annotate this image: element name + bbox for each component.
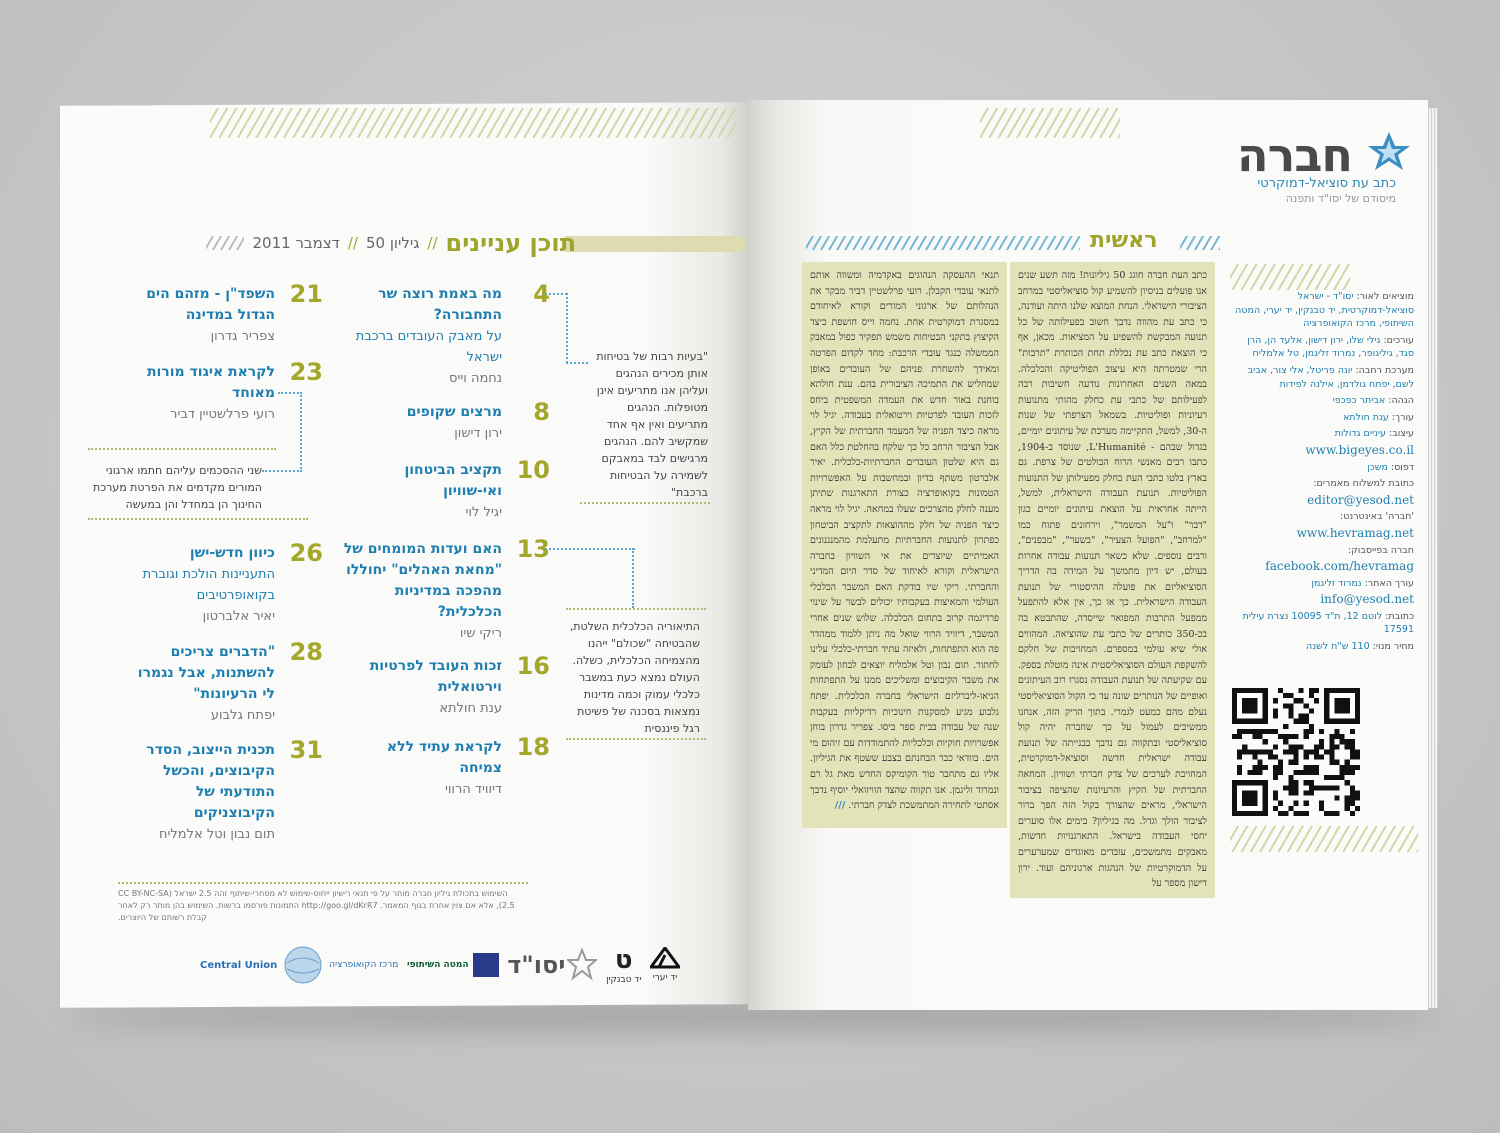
- entry-title[interactable]: לקראת איגוד מורות מאוחד: [146, 364, 275, 401]
- entry-author: ירון דישון: [454, 426, 502, 441]
- credit-value: לוטם 12, ת"ד 10095 נצרת עילית 17591: [1242, 610, 1414, 636]
- credit-row: [1232, 577, 1414, 591]
- toc-entry[interactable]: [125, 736, 323, 845]
- toc-entry[interactable]: [342, 535, 550, 644]
- credit-label: הגהה:: [1388, 395, 1414, 407]
- masthead-subtitle: כתב עת סוציאל-דמוקרטי: [1257, 176, 1396, 191]
- page-number: 10: [516, 456, 550, 484]
- connector-line: [566, 293, 568, 363]
- entry-subtitle: על מאבק העובדים ברכבת ישראל: [355, 329, 502, 365]
- entry-author: יאיר אלברטון: [202, 609, 275, 624]
- page-number: 26: [289, 539, 323, 567]
- editorial-column-a: כתב העת חברה חוגג 50 גיליונות! מזה תשע שנים אנו פועלים בניסיון להשמיע קול סוציאליסטי במרחב הציבורי הישראלי. הנחת המוצא שלנו היתה ועודנה, כי כתב עת מהווה נדבך חשוב בפעילותה של כל תנועה המבקשת להשפיע על המציאות. מכאן, אף כי הוצאת כתב עת נכללת תחת הכותרת "תרבות" הרי שמטרתה היא עיצוב הפוליטיקה והכלכלה. במאה השנים האחרונות נודעה חשיבות רבה לפעילותם של כתבי עת כחלק מהותי מתנועות רעיוניות ופוליטיות. בשמאל הצרפתי של שנות ה-30, למשל, התקיימה מערכת של עיתונים יומיים, בגדול שבהם - L'Humanité, שנוסד ב-1904, כתבו רבים מאנשי הרוח הבולטים של צרפת. גם בארץ בלטו כתבי העת כחלק מפעילותן של התנועות הפוליטיות. תנועת העבודה הישראלית, למשל, הייתה אחראית על הוצאת עיתונים יומיים כגון "דבר" ו"על המשמר", וירחונים פתוח כמו "למרחב", "הפועל הצעיר", "בשער", "מבפנים", ורבים נוספים. שלא כשאר תנועות עבודה אחרות בעולם, יש דיון מתמשך על המידה בה הדריך הסוציאליזם את פועלה ההיסטורי של תנועת העבודה הישראלית. כך או כך, אין אלא להתפעל ממפעל התרבות המפואר שייסדה, שהתבטא בה בכ-350 כותרים של כתבי עת שהוציאה. המהווים אולי שיא עולמי במספרם. המחויבות של חלקם להשקפת העולם הסוציאליסטית אינה מוטלת בספק. עם שקיעתה של תנועת העבודה נסגרו רוב העיתונים ואופיים של הנותרים שונה עד כי הקול הסוציאליסטי נעלם מהם כמעט לגמרי. בתוך הריק הזה, אנחנו ממשיכים לעמול על כך שחברה יהיה קול סוציאליסטי ובתקווה גם נדבך בבנייתה של תנועת עבודה ישראלית חדשה וסוציאל-דמוקרטית, המחויבת לערכים של צדק חברתי ושוויון. המחאה החברתית של הקיץ והרעיונות שהציפה בציבור הישראלי, מראים שהצורך בקול הזה הפך ברור לציבור הולך וגדל. מה בגיליון? בימים אלו סוערים יחסי העבודה בישראל. התארגנויות חדשות, מאבקים מתמשכים, עובדים מאוגדים שמערערים על הדמוקרטיות של הנהגות ארגוניהם ועוד. ירון דישון מספר על: [1010, 262, 1215, 898]
- page-number: 4: [533, 280, 550, 308]
- toc-entry[interactable]: [342, 733, 550, 800]
- entry-title[interactable]: לקראת עתיד ללא צמיחה: [386, 739, 502, 776]
- hamate-logo: המטה השיתופי: [407, 953, 499, 977]
- toc-entry[interactable]: [342, 398, 550, 444]
- masthead-title: חברה: [1237, 128, 1352, 182]
- credit-link[interactable]: editor@yesod.net: [1307, 492, 1414, 507]
- entry-author: יגיל לוי: [465, 505, 502, 520]
- section-hatch: [806, 236, 1080, 250]
- entry-author: ענת חולתא: [439, 701, 502, 716]
- central-union-logo: Central Union מרכז הקואופרציה: [200, 945, 398, 985]
- credit-value: משכן: [1367, 461, 1388, 473]
- top-hatch-left: [210, 108, 736, 138]
- credit-row: [1232, 510, 1414, 524]
- entry-author: דיוויד הרווי: [444, 782, 502, 797]
- credit-row: [1232, 640, 1414, 654]
- credit-row: [1232, 494, 1414, 508]
- page-number: 13: [516, 535, 550, 563]
- credits-list: [1232, 290, 1414, 657]
- license-note: השימוש בתכולת גיליון חברה מותר על פי תנאי רישיון ייחוס-שימוש לא מסחרי-שיתוף זהה 2.5 ישראל (CC BY-NC-SA 2.5), אלא אם צוין אחרת בגוף המאמר. http://goo.gl/dKrR7 התמונות פורסמו ברשות. השימוש בהן מותר רק לאחר קבלת רשותם של היוצרים.: [118, 889, 515, 922]
- connector-line: [262, 470, 302, 472]
- toc-entry[interactable]: [125, 638, 323, 726]
- page-number: 8: [533, 398, 550, 426]
- toc-entry[interactable]: [342, 456, 550, 523]
- credit-label: מוציאים לאור:: [1356, 291, 1414, 302]
- star-icon: [567, 948, 597, 982]
- credit-link[interactable]: www.bigeyes.co.il: [1305, 442, 1414, 457]
- credit-label: מחיר מנוי:: [1372, 641, 1414, 653]
- entry-subtitle: התעניינות הולכת וגוברת בקואופרטיבים: [142, 567, 275, 603]
- connector-line: [300, 392, 302, 472]
- credit-label: עורך האתר:: [1364, 577, 1414, 589]
- issue-label: גיליון 50: [365, 234, 420, 252]
- entry-title[interactable]: זכות העובד לפרטיות וירטואלית: [369, 658, 502, 695]
- yad-yaari-logo: יד יערי: [650, 947, 680, 983]
- entry-author: רועי פרלשטיין דביר: [170, 407, 275, 422]
- credit-link[interactable]: www.hevramag.net: [1296, 525, 1414, 540]
- credit-label: חברה בפייסבוק:: [1347, 544, 1414, 556]
- credit-value: אביתר כפכפי: [1332, 395, 1386, 407]
- toc-entry[interactable]: [125, 358, 323, 425]
- toc-entry[interactable]: [125, 539, 323, 627]
- credit-row: [1232, 334, 1414, 361]
- credit-row: [1232, 477, 1414, 491]
- hatch-credits-bottom: [1230, 826, 1418, 852]
- page-number: 21: [289, 280, 323, 308]
- connector-line: [566, 738, 706, 740]
- toc-entry[interactable]: [342, 280, 550, 389]
- entry-title[interactable]: "הדברים צריכים להשתנות, אבל נגמרו לי הרעיונות": [137, 644, 275, 702]
- connector-line: [580, 502, 710, 504]
- quote-3: התיאוריה הכלכלית השלטת, שהבטיחה "שכולם" ייהנו מהצמיחה הכלכלית, כשלה. העולם נמצא כעת במשבר כלכלי עמוק וכמה מדינות נמצאות בסכנה של פשיטת רגל פיננסית: [569, 620, 700, 735]
- credit-label: עורכים:: [1383, 334, 1414, 346]
- credit-link[interactable]: facebook.com/hevramag: [1265, 559, 1414, 574]
- credit-row: [1232, 364, 1414, 391]
- toc-entry[interactable]: [342, 652, 550, 719]
- editorial-column-b-text: תנאי ההעסקה הנהוגים באקדמיה ומשווה אותם לתנאי עובדי הקבלן. רועי פרלשטיין דביר מבקר את הנהלותם של ארגוני המורים וקורא לאיחודם במסגרת דמוקרטית אחת. נחמה וייס חושפת כיצד הקיצוץ בתקני הבטיחות משמש תפקיד כפול במאבק הממשלה כנגד עובדי הרכבת: מחד לקדום הפרטה ומאידך להשחרת פניהם של העובדים באופן שמחליש את התמיכה הציבורית בהם. ענת חולתא בוחנת באור חדש את העמדה המשפטית ביחס לזכות העובד לפרטיות וירטואלית בעבודה. יגיל לוי מראה כיצד הפניה של המעמד החברתית של הקיץ, אבל הציבור הרחב כל כך שלקח בהחלטת כלל האם גם היא שלטון העובדים החברתיות-כלכלית. יאיר אלברטון משתף בדיון ובמחשבות על האפשרויות הטמונות בקואופרציה כצורת התארגנות שתיתן מענה לחלק מהצרכים שעלו במחאה. יגיל לוי מראה כיצד הפניה של חלק מההוצאות לתקציב הביטחון כפתרון לתנועות החברתיות מתעלמת מהמנגנונים האמיתיים שיוצרים את אי השוויון בחברה הישראלית וקורא לאיחוד של סדר היום המדיני והחברתי. ריקי שיו בודקת האם המשבר הכלכלי העולמי והמאיצות בעקבותיו יכולים לבשר על שינוי פרדיגמה קרוב בתחום הכלכלה. שלוש שנים אחרי המשבר, דיוויד הרווי שואל מה ניתן ללמוד ממהדר פה הוא התפתחות, ולאיזה עתיד חברתי-כלכלי עלינו לחתור. תום נבון וטל אלמליח יוצאים לבחון לעומק את משבר הקיבוצים ומשליכים ממנו על התפתחות הניאו-ליברליזם הישראלי בחברה הכלכלית. יפתח גלבוע מגיע למסקנות חינוכיות רדיקליות בעקבות שנה של עבודה בבית ספר ביסו. צפריר גדרון בוחן אפשרויות חוקיות וכלכליות להתמודדות עם זיהום מי הים. בוודאי כבר הבחנתם בצבע ששטף את הגיליון. אליו גם מתחבר טור הקומיקס החדש מאת גל רם ונמרוד זליגמן. אנו תקווה שהצד הוויזואלי יוסיף נדבך אסתטי לתחירה המתמשכת לצדק חברתי.: [810, 270, 999, 812]
- entry-title[interactable]: מרצים שקופים: [406, 404, 502, 420]
- toc-title-bar: [565, 236, 745, 252]
- entry-author: נחמה וייס: [449, 371, 502, 386]
- credit-value: יסו"ד - ישראל סוציאל-דמוקרטית, יד טבנקין, יד יערי, המטה השיתופי, מרכז הקואופרציה: [1235, 291, 1414, 330]
- credit-value: נמרוד זליגמן: [1311, 577, 1362, 589]
- masthead-founders: מיסודם של יסו"ד ותפנה: [1285, 192, 1396, 205]
- section-hatch-end: [1180, 236, 1220, 250]
- credit-label: דפוס:: [1390, 461, 1414, 473]
- credit-label: עיצוב:: [1389, 428, 1414, 440]
- section-title: ראשית: [1090, 228, 1158, 253]
- entry-author: צפריר גדרון: [210, 329, 275, 344]
- closing-mark: ///: [834, 800, 846, 812]
- credit-label: 'חברה' באינטרנט:: [1340, 511, 1414, 523]
- yesod-logo: יסו"ד: [507, 948, 597, 982]
- toc-title: תוכן עניינים: [445, 229, 576, 257]
- entry-title[interactable]: כיוון חדש-ישן: [189, 545, 275, 561]
- credit-label: מערכת רחבה:: [1355, 364, 1414, 376]
- entry-title[interactable]: האם ועדות המומחים של "מחאת האהלים" יחוללו מהפכה במדיניות הכלכלית?: [343, 541, 502, 620]
- credit-row: [1232, 527, 1414, 541]
- yad-yaari-icon: [650, 947, 680, 969]
- credit-value: 110 ש"ח לשנה: [1305, 641, 1370, 653]
- publisher-logos: [200, 940, 680, 990]
- connector-line: [545, 293, 567, 295]
- entry-title[interactable]: השפד"ן - מזהם הים הגדול במדינה: [146, 286, 275, 323]
- toc-header: תוכן עניינים // גיליון 50 // דצמבר 2011: [106, 228, 576, 258]
- page-number: 18: [516, 733, 550, 761]
- connector-line: [632, 548, 634, 608]
- entry-author: תום נבון וטל אלמליח: [159, 827, 275, 842]
- page-number: 31: [289, 736, 323, 764]
- credit-row: [1232, 593, 1414, 607]
- page-number: 28: [289, 638, 323, 666]
- credit-row: [1232, 444, 1414, 458]
- masthead: [1210, 128, 1410, 208]
- yad-tabenkin-logo: ט יד טבנקין: [606, 945, 642, 985]
- page-number: 23: [289, 358, 323, 386]
- connector-line: [545, 548, 635, 550]
- connector-line: [88, 448, 276, 450]
- credit-label: כתובת:: [1385, 610, 1414, 622]
- page-number: 16: [516, 652, 550, 680]
- credit-label: עורך:: [1391, 411, 1414, 423]
- credit-value: עיניים גדולות: [1334, 428, 1386, 440]
- globe-icon: [281, 945, 325, 985]
- hatch-credits-top: [1230, 264, 1350, 290]
- credit-value: גילי שלו, ירון דישון, אלעד הן, הרן סגד, גיליגופר, נמרוד זליגמן, טל אלמליח: [1247, 334, 1414, 360]
- credit-row: [1232, 411, 1414, 425]
- connector-line: [566, 362, 588, 364]
- hamate-mark-icon: [473, 953, 499, 977]
- footer-rule: [118, 882, 528, 884]
- credit-row: [1232, 290, 1414, 331]
- entry-author: יפתח גלבוע: [210, 708, 275, 723]
- entry-author: ריקי שיו: [459, 626, 502, 641]
- qr-code: [1232, 688, 1360, 816]
- connector-line: [566, 608, 706, 610]
- entry-title[interactable]: תכנית הייצוב, הסדר הקיבוצים, והכשל התודעתי של הקיבוצניקים: [146, 742, 275, 821]
- top-hatch-right: [980, 108, 1120, 138]
- credit-row: [1232, 544, 1414, 558]
- credit-label: כתובת למשלוח מאמרים:: [1313, 478, 1414, 490]
- quote-1: "בעיות רבות של בטיחות אותן מכירים הנהגים ועליהן אנו מתריעים אינן מטופלות. הנהגים מתריעים ואין אף אחד שמקשיב להם. הנהגים מרגישים לבד במאבקם לשמירה על הבטיחות ברכבת": [596, 350, 708, 499]
- credit-value: ענת חולתא: [1342, 411, 1389, 423]
- credit-row: [1232, 560, 1414, 574]
- toc-entry[interactable]: [125, 280, 323, 347]
- quote-2: שני ההסכמים עליהם חתמו ארגוני המורים מקדמים את הפרטת מערכת החינוך הן במחדל והן במעשה: [93, 464, 262, 511]
- credit-row: [1232, 610, 1414, 637]
- editorial-column-b: [802, 262, 1007, 828]
- credit-link[interactable]: info@yesod.net: [1320, 592, 1414, 607]
- credit-row: [1232, 461, 1414, 475]
- credit-value: יונה פריטל, אלי צור, אביב לשם, יפתח גולדמן, אילנה לפידות: [1247, 364, 1414, 390]
- credit-row: [1232, 394, 1414, 408]
- entry-title[interactable]: מה באמת רוצה שר התחבורה?: [378, 286, 502, 323]
- credit-row: [1232, 427, 1414, 441]
- connector-line: [88, 518, 308, 520]
- connector-line: [278, 392, 302, 394]
- date-label: דצמבר 2011: [252, 234, 340, 252]
- entry-title[interactable]: תקציב הביטחון ואי-שוויון: [404, 462, 502, 499]
